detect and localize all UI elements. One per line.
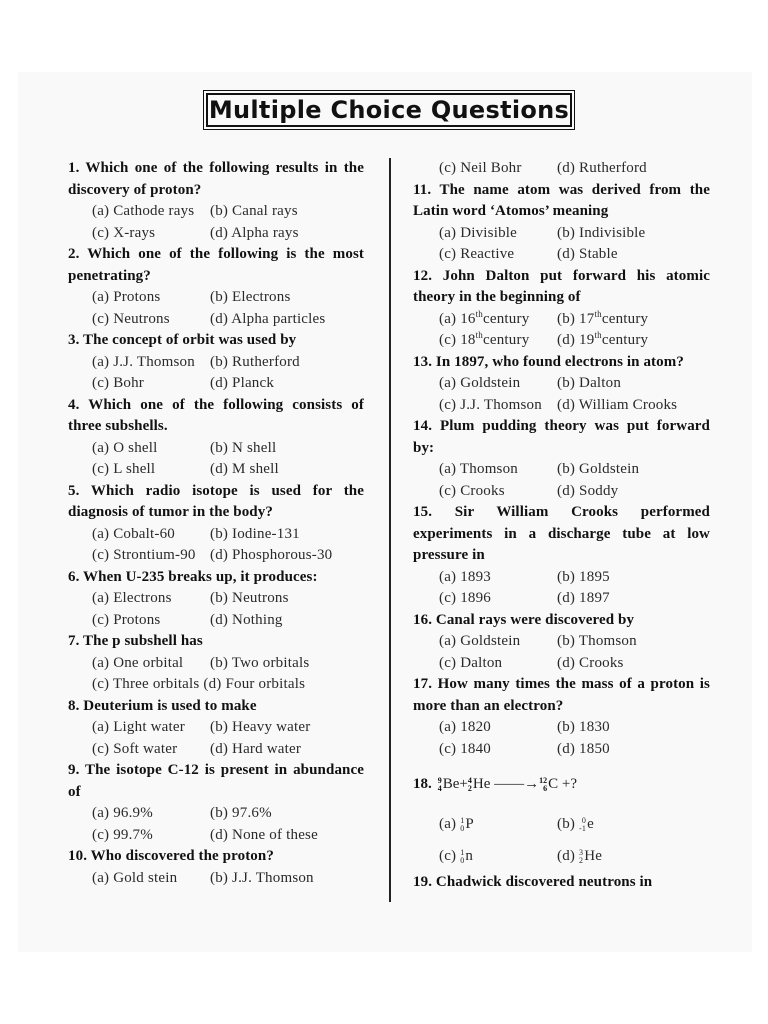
option-c[interactable]: (c) L shell — [92, 461, 156, 477]
option-a[interactable]: (a) Thomson — [439, 461, 518, 477]
options-row — [413, 373, 710, 395]
option-d[interactable]: (d) Planck — [210, 375, 275, 391]
option-b[interactable]: (b) N shell — [210, 439, 277, 456]
reaction-arrow: ——→ — [494, 776, 540, 792]
option-d[interactable]: (d) 1897 — [557, 590, 610, 606]
unknown-product: +? — [561, 776, 578, 792]
question-14 — [413, 416, 710, 502]
option-d[interactable] — [557, 330, 648, 352]
question-12 — [413, 266, 710, 352]
option-c[interactable]: (c) Neutrons — [92, 310, 170, 327]
options-row — [68, 201, 364, 223]
options-row — [68, 352, 364, 374]
option-b[interactable]: (b) Canal rays — [210, 203, 298, 219]
option-b[interactable]: (b) J.J. Thomson — [210, 869, 314, 886]
particle-symbol: e — [587, 816, 594, 832]
option-c[interactable]: (c) Soft water — [92, 740, 178, 757]
options-row — [68, 717, 364, 739]
option-d[interactable]: (d) Crooks — [557, 654, 624, 671]
options-row — [68, 803, 364, 825]
option-label: (d) — [557, 848, 576, 864]
question-18 — [413, 760, 710, 872]
question-text: 6. When U-235 breaks up, it produces: — [68, 568, 318, 585]
atomic-number: -1 — [579, 823, 587, 833]
option-c-year: (c) 18 — [439, 332, 476, 348]
electron-numbers — [579, 817, 586, 833]
question-11 — [413, 180, 710, 266]
ordinal-suffix: th — [594, 308, 602, 319]
question-text: 19. Chadwick discovered neutrons in — [413, 874, 653, 890]
option-b[interactable] — [557, 808, 594, 840]
options-row — [413, 808, 710, 840]
question-number: 18. — [413, 776, 432, 792]
particle-symbol: n — [465, 848, 474, 864]
question-text: 10. Who discovered the proton? — [68, 848, 274, 864]
option-c[interactable]: (c) J.J. Thomson — [439, 396, 542, 413]
question-text: 11. The name atom was derived from the Latin word ‘Atomos’ meaning — [413, 181, 710, 219]
particle-symbol: He — [584, 848, 603, 864]
option-b[interactable] — [557, 309, 648, 331]
question-1 — [68, 158, 364, 244]
question-13 — [413, 352, 710, 417]
options-row — [413, 840, 710, 872]
option-d-word: century — [601, 332, 649, 348]
options-row — [413, 244, 710, 266]
option-d[interactable]: (d) None of these — [210, 826, 318, 843]
options-row — [68, 588, 364, 610]
option-b[interactable]: (b) 1895 — [557, 568, 610, 585]
option-b[interactable]: (b) Heavy water — [210, 719, 311, 735]
option-b-word: century — [601, 310, 649, 327]
option-c[interactable]: (c) Bohr — [92, 375, 144, 391]
options-row — [68, 674, 364, 696]
question-text: 8. Deuterium is used to make — [68, 697, 257, 714]
question-text: 16. Canal rays were discovered by — [413, 611, 635, 628]
options-row — [68, 610, 364, 632]
option-a[interactable]: (a) Cathode rays — [92, 203, 195, 219]
option-a[interactable]: (a) Cobalt-60 — [92, 525, 175, 542]
ordinal-suffix: th — [594, 330, 602, 340]
option-a[interactable] — [439, 309, 557, 331]
ordinal-suffix: th — [475, 308, 484, 319]
options-row — [68, 825, 364, 847]
option-label: (b) — [557, 816, 576, 832]
option-a[interactable]: (a) Electrons — [92, 590, 172, 606]
option-b[interactable]: (b) Thomson — [557, 633, 637, 649]
option-d[interactable]: (d) 1850 — [557, 740, 610, 757]
option-d-year: (d) 19 — [557, 332, 595, 348]
options-row — [413, 567, 710, 589]
left-column — [68, 158, 364, 889]
nuclear-equation — [413, 760, 710, 808]
option-c[interactable]: (c) 1896 — [439, 590, 491, 606]
question-text: 5. Which radio isotope is used for the diagnosis of tumor in the body? — [68, 482, 364, 520]
option-c[interactable]: (c) Dalton — [439, 654, 503, 671]
helium3-numbers — [579, 849, 583, 865]
option-b[interactable]: (b) Electrons — [210, 289, 291, 305]
option-b[interactable]: (b) Neutrons — [210, 590, 289, 606]
options-row — [68, 524, 364, 546]
question-text: 12. John Dalton put forward his atomic theory in the beginning of — [413, 267, 710, 305]
option-d[interactable]: (d) Alpha particles — [210, 310, 326, 327]
question-2 — [68, 244, 364, 330]
particle-symbol: P — [465, 816, 474, 832]
option-a[interactable]: (a) 1820 — [439, 719, 491, 735]
helium-symbol: He — [472, 776, 491, 792]
option-label: (a) — [439, 816, 457, 832]
question-text: 17. How many times the mass of a proton is more than an electron? — [413, 676, 710, 714]
options-row — [413, 481, 710, 503]
option-b[interactable]: (b) 1830 — [557, 719, 610, 735]
question-5 — [68, 481, 364, 567]
option-b-year: (b) 17 — [557, 310, 595, 327]
options-row — [68, 545, 364, 567]
option-d[interactable]: (d) William Crooks — [557, 396, 678, 413]
options-row — [68, 739, 364, 761]
carbon-symbol: C — [548, 776, 559, 792]
options-row — [413, 459, 710, 481]
option-d[interactable]: (d) Hard water — [210, 740, 302, 757]
question-15 — [413, 502, 710, 610]
question-text: 7. The p subshell has — [68, 633, 203, 649]
options-row — [68, 287, 364, 309]
options-row — [413, 395, 710, 417]
option-label: (c) — [439, 848, 457, 864]
options-row — [413, 739, 710, 761]
option-a[interactable]: (a) One orbital — [92, 654, 184, 671]
option-b[interactable]: (b) 97.6% — [210, 805, 272, 821]
helium-numbers — [468, 777, 472, 793]
option-c-word: century — [483, 332, 530, 348]
options-row — [68, 223, 364, 245]
options-row — [413, 653, 710, 675]
question-text: 2. Which one of the following is the most penetrating? — [68, 246, 364, 284]
option-d[interactable] — [557, 840, 602, 872]
carbon-numbers — [539, 777, 547, 793]
option-d[interactable]: (d) Stable — [557, 246, 618, 262]
option-a-word: century — [483, 310, 530, 327]
mass-number: 12 — [539, 775, 548, 785]
option-a[interactable]: (a) J.J. Thomson — [92, 353, 195, 370]
options-row — [413, 223, 710, 245]
question-10 — [68, 846, 364, 889]
question-16 — [413, 610, 710, 675]
mass-number: 9 — [437, 775, 442, 785]
option-d[interactable]: (d) Rutherford — [557, 160, 647, 176]
atomic-number: 4 — [437, 783, 442, 793]
mass-number: 3 — [579, 847, 584, 857]
atomic-number: 2 — [467, 783, 472, 793]
option-c[interactable]: (c) 1840 — [439, 740, 491, 757]
question-text: 9. The isotope C-12 is present in abundance of — [68, 762, 364, 800]
option-c[interactable]: (c) Protons — [92, 611, 161, 628]
question-text: 1. Which one of the following results in the discovery of proton? — [68, 160, 364, 198]
question-text: 14. Plum pudding theory was put forward by: — [413, 418, 710, 456]
column-divider — [389, 158, 391, 902]
options-row — [68, 373, 364, 395]
question-19 — [413, 872, 710, 894]
options-row — [68, 309, 364, 331]
options-row — [413, 717, 710, 739]
question-text: 13. In 1897, who found electrons in atom? — [413, 353, 684, 370]
mass-number: 1 — [460, 847, 465, 857]
option-c[interactable]: (c) 99.7% — [92, 826, 153, 843]
option-b[interactable]: (b) Rutherford — [210, 353, 300, 370]
option-a[interactable] — [439, 808, 557, 840]
right-column — [413, 158, 710, 894]
question-10-options-continued — [413, 158, 710, 180]
options-row — [68, 868, 364, 890]
option-b[interactable]: (b) Dalton — [557, 375, 622, 391]
ordinal-suffix: th — [475, 330, 484, 340]
options-row — [68, 459, 364, 481]
atomic-number: 6 — [543, 783, 548, 793]
question-4 — [68, 395, 364, 481]
options-row — [413, 588, 710, 610]
option-a[interactable]: (a) Goldstein — [439, 375, 521, 391]
mass-number: 4 — [467, 775, 472, 785]
option-d[interactable]: (d) Phosphorous-30 — [210, 547, 333, 563]
option-a[interactable]: (a) Light water — [92, 719, 185, 735]
question-6 — [68, 567, 364, 632]
option-c[interactable]: (c) Neil Bohr — [439, 160, 522, 176]
option-a[interactable]: (a) Divisible — [439, 224, 517, 241]
option-d[interactable]: (d) Four orbitals — [203, 676, 306, 692]
options-row — [413, 330, 710, 352]
option-b[interactable]: (b) Two orbitals — [210, 654, 310, 671]
option-a[interactable]: (a) Goldstein — [439, 633, 521, 649]
option-c[interactable]: (c) Strontium-90 — [92, 547, 196, 563]
options-row — [413, 309, 710, 331]
neutron-numbers — [460, 849, 464, 865]
option-c[interactable]: (c) X-rays — [92, 224, 156, 241]
question-3 — [68, 330, 364, 395]
option-a[interactable]: (a) 96.9% — [92, 805, 153, 821]
mass-number: 1 — [460, 815, 465, 825]
question-9 — [68, 760, 364, 846]
question-7 — [68, 631, 364, 696]
options-row — [68, 438, 364, 460]
question-text: 4. Which one of the following consists of three subshells. — [68, 396, 364, 434]
option-a-year: (a) 16 — [439, 310, 476, 327]
option-c[interactable]: (c) Three orbitals — [92, 676, 200, 692]
page-title: Multiple Choice Questions — [206, 93, 572, 127]
option-d[interactable]: (d) Soddy — [557, 482, 619, 499]
beryllium-symbol: Be — [442, 776, 460, 792]
atomic-number: 2 — [579, 855, 584, 865]
option-c[interactable]: (c) Reactive — [439, 246, 515, 262]
option-b[interactable]: (b) Iodine-131 — [210, 525, 300, 542]
option-a[interactable]: (a) 1893 — [439, 568, 491, 585]
option-a[interactable]: (a) O shell — [92, 439, 158, 456]
plus-sign: + — [459, 776, 468, 792]
option-c[interactable] — [439, 840, 557, 872]
option-d[interactable]: (d) Alpha rays — [210, 224, 299, 241]
option-c[interactable]: (c) Crooks — [439, 482, 505, 499]
option-b[interactable]: (b) Indivisible — [557, 224, 646, 241]
proton-numbers — [460, 817, 464, 833]
option-a[interactable]: (a) Gold stein — [92, 869, 178, 886]
question-text: 15. Sir William Crooks performed experiments in a discharge tube at low pressure in — [413, 504, 710, 563]
atomic-number: 0 — [460, 855, 465, 865]
options-row — [413, 631, 710, 653]
option-d[interactable]: (d) Nothing — [210, 611, 283, 628]
beryllium-numbers — [438, 777, 442, 793]
option-b[interactable]: (b) Goldstein — [557, 461, 640, 477]
options-row — [68, 653, 364, 675]
question-text: 3. The concept of orbit was used by — [68, 332, 297, 348]
option-c[interactable] — [439, 330, 557, 352]
atomic-number: 0 — [460, 823, 465, 833]
option-a[interactable]: (a) Protons — [92, 289, 161, 305]
option-d[interactable]: (d) M shell — [210, 461, 279, 477]
mass-number: 0 — [581, 815, 587, 825]
question-8 — [68, 696, 364, 761]
question-17 — [413, 674, 710, 760]
